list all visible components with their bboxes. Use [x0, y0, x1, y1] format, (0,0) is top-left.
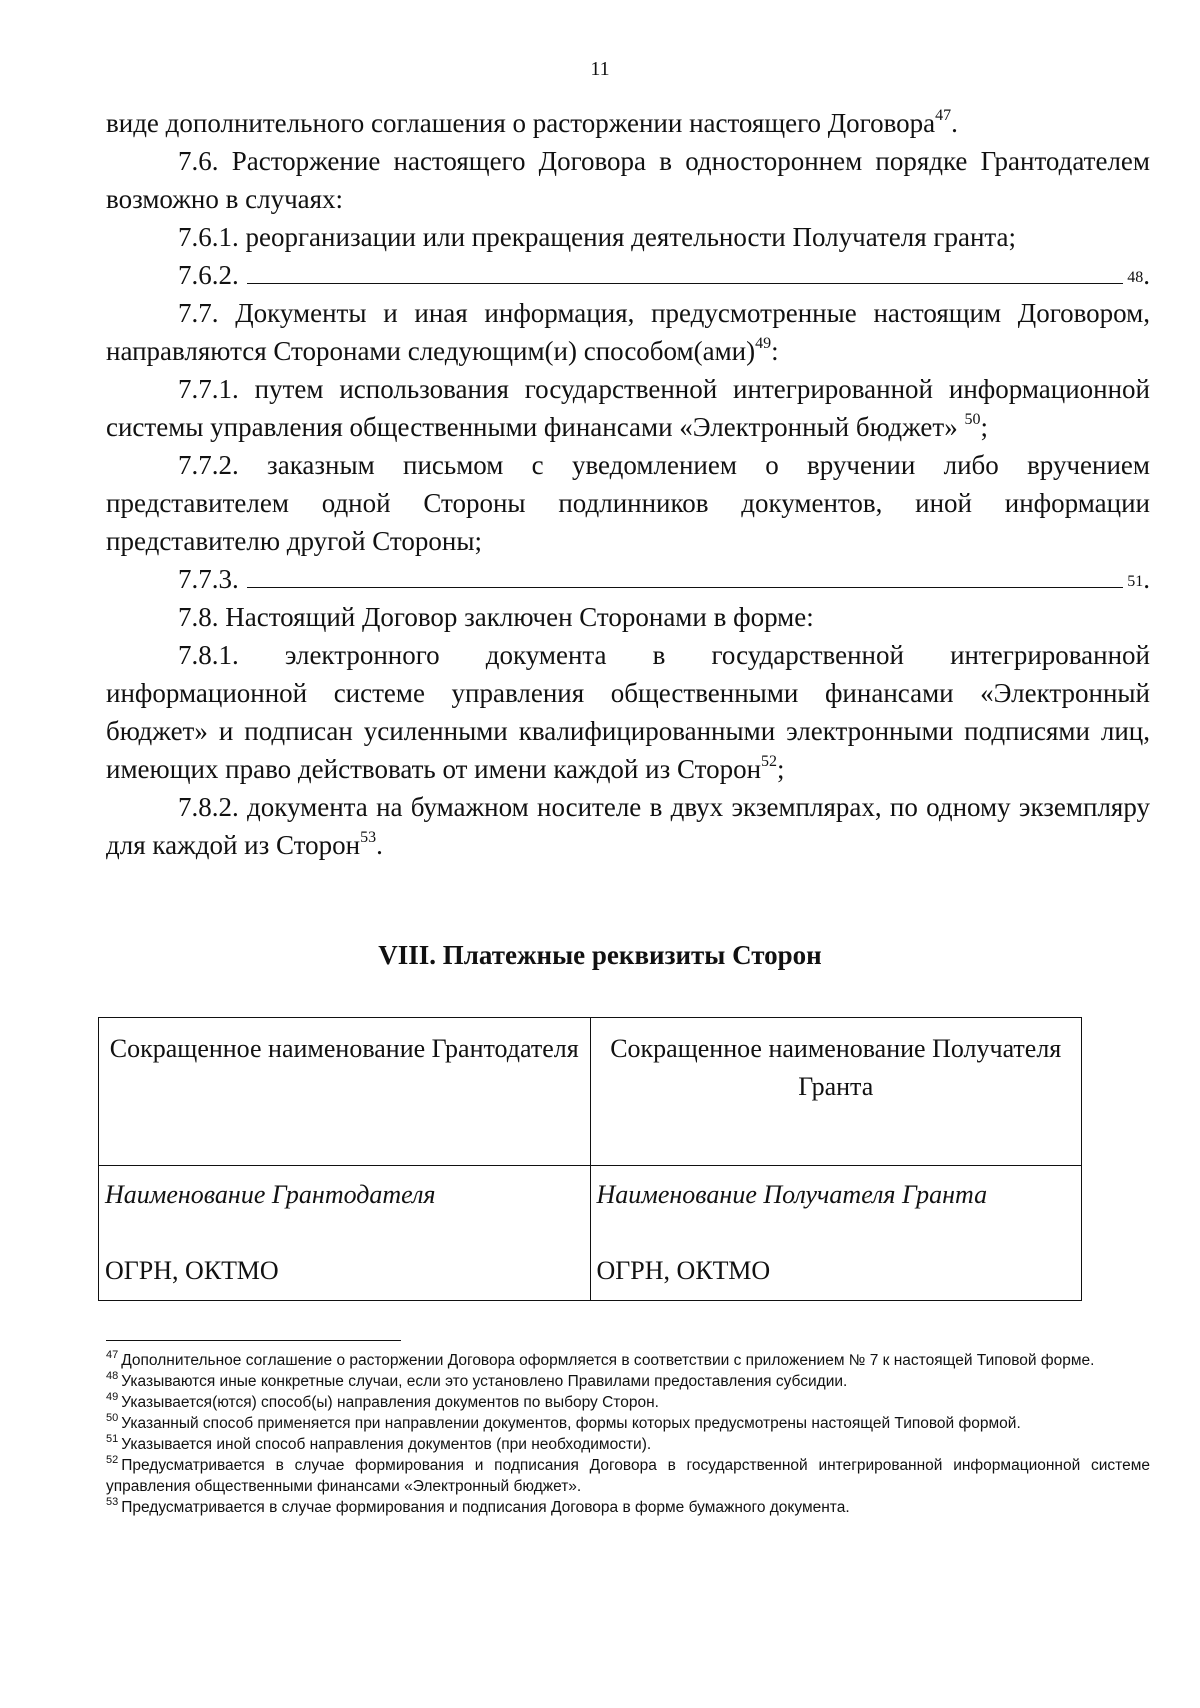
table-header-recipient: Сокращенное наименование Получателя Гранта: [590, 1018, 1082, 1166]
grantor-name: Наименование Грантодателя: [105, 1180, 436, 1209]
footnote-ref: 49: [755, 335, 772, 352]
footnotes: [106, 1350, 1150, 1518]
paragraph-continuation: виде дополнительного соглашения о расторжении настоящего Договора$^{47}$.: [106, 107, 958, 138]
footnote: $^{47}$ Дополнительное соглашение о расторжении Договора оформляется в соответствии с приложением № 7 к настоящей Типовой форме.: [106, 1348, 1095, 1369]
paragraph-7-6-2: 7.6.2. $^{48}$ .: [178, 260, 1150, 290]
paragraph-7-7-1: 7.7.1. путем использования государственной интегрированной информационной системы управления общественными финансами «Электронный бюджет» $^{50}$;: [106, 374, 1150, 442]
payment-details-table: [98, 1017, 1082, 1301]
footnote-ref: 47: [935, 107, 952, 124]
footnote-ref: 53: [360, 829, 377, 846]
footnote: $^{48}$ Указываются иные конкретные случаи, если это установлено Правилами предоставления субсидии.: [106, 1369, 848, 1390]
grantor-details-cell: [99, 1166, 591, 1301]
paragraph-7-8-2: 7.8.2. документа на бумажном носителе в двух экземплярах, по одному экземпляру для каждой из Сторон$^{53}$.: [106, 792, 1150, 860]
footnote: $^{49}$ Указывается(ются) способ(ы) направления документов по выбору Сторон.: [106, 1390, 659, 1411]
paragraph-7-8: 7.8. Настоящий Договор заключен Сторонами в форме:: [178, 602, 814, 632]
paragraph-7-7-2: 7.7.2. заказным письмом с уведомлением о вручении либо вручением представителем одной Стороны подлинников документов, иной информации представителю другой Стороны;: [106, 450, 1150, 556]
section-title: VIII. Платежные реквизиты Сторон: [378, 940, 822, 970]
paragraph-7-7-3: 7.7.3. $^{51}$ .: [178, 564, 1150, 594]
paragraph-7-6: 7.6. Расторжение настоящего Договора в одностороннем порядке Грантодателем возможно в случаях:: [106, 146, 1150, 214]
recipient-name: Наименование Получателя Гранта: [596, 1180, 988, 1209]
footnote-ref: 52: [761, 753, 778, 770]
table-header-grantor: Сокращенное наименование Грантодателя: [99, 1018, 591, 1166]
grantor-codes: ОГРН, ОКТМО: [105, 1256, 279, 1285]
footnote: $^{50}$ Указанный способ применяется при направлении документов, формы которых предусмотрены настоящей Типовой формой.: [106, 1411, 1021, 1432]
recipient-codes: ОГРН, ОКТМО: [596, 1256, 771, 1285]
footnote-separator: [106, 1340, 401, 1341]
paragraph-7-6-1: 7.6.1. реорганизации или прекращения деятельности Получателя гранта;: [178, 222, 1017, 252]
blank-fill-line: [247, 563, 1124, 588]
footnote: $^{53}$ Предусматривается в случае формирования и подписания Договора в форме бумажного документа.: [106, 1495, 850, 1516]
page-number: 11: [590, 58, 610, 80]
table-row: [99, 1018, 1082, 1166]
blank-fill-line: [247, 259, 1124, 284]
table-row: [99, 1166, 1082, 1301]
footnote: $^{51}$ Указывается иной способ направления документов (при необходимости).: [106, 1432, 652, 1453]
paragraph-7-7: 7.7. Документы и иная информация, предусмотренные настоящим Договором, направляются Сторонами следующим(и) способом(ами)$^{49}$:: [106, 298, 1150, 366]
footnote-ref: 50: [964, 411, 981, 428]
document-body: [106, 104, 1150, 864]
paragraph-7-8-1: 7.8.1. электронного документа в государственной интегрированной информационной системе управления общественными финансами «Электронный бюджет» и подписан усиленными квалифицированными электронными подписями лиц, имеющих право действовать от имени каждой из Сторон$^{52}$;: [106, 640, 1150, 784]
footnote: $^{52}$ Предусматривается в случае формирования и подписания Договора в государственной интегрированной информационной системе управления общественными финансами «Электронный бюджет».: [106, 1453, 1150, 1495]
recipient-details-cell: [590, 1166, 1082, 1301]
